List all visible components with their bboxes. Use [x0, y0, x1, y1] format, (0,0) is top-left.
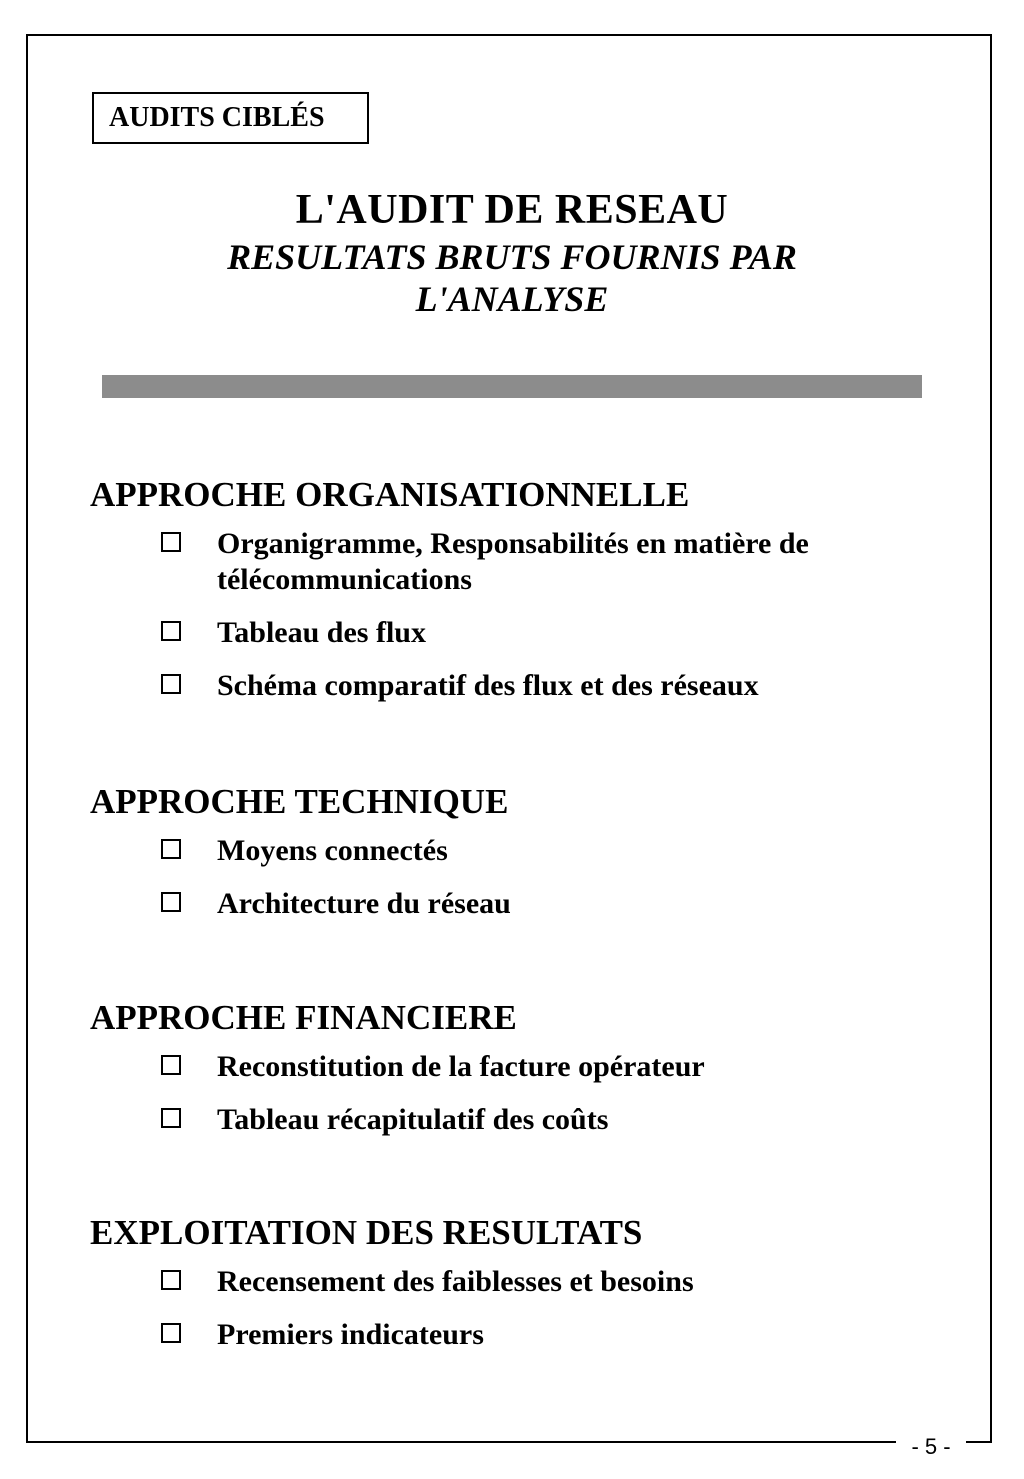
item-label: Premiers indicateurs: [217, 1318, 484, 1351]
empty-square-icon: [161, 892, 181, 912]
item-label: Moyens connectés: [217, 834, 448, 867]
divider-bar: [102, 375, 922, 398]
empty-square-icon: [161, 1323, 181, 1343]
empty-square-icon: [161, 1270, 181, 1290]
page-subtitle: RESULTATS BRUTS FOURNIS PAR L'ANALYSE: [227, 237, 797, 319]
section-technique: [90, 781, 950, 939]
empty-square-icon: [161, 674, 181, 694]
item-list: [90, 526, 950, 704]
section-exploitation: [90, 1212, 950, 1370]
item-label: Recensement des faiblesses et besoins: [217, 1265, 694, 1298]
empty-square-icon: [161, 1108, 181, 1128]
item-list: [90, 1049, 950, 1138]
section-heading: EXPLOITATION DES RESULTATS: [90, 1213, 643, 1252]
page-number: - 5 -: [896, 1432, 966, 1462]
item-label: Reconstitution de la facture opérateur: [217, 1050, 705, 1083]
list-item: [90, 1264, 950, 1300]
section-heading: APPROCHE ORGANISATIONNELLE: [90, 475, 690, 514]
page-title: L'AUDIT DE RESEAU: [295, 187, 729, 233]
title-block: [0, 184, 1024, 320]
item-label: Architecture du réseau: [217, 887, 511, 920]
section-heading: APPROCHE TECHNIQUE: [90, 782, 509, 821]
item-label: Organigramme, Responsabilités en matière de télécommunications: [217, 527, 809, 596]
item-label: Tableau des flux: [217, 616, 426, 649]
item-label: Tableau récapitulatif des coûts: [217, 1103, 609, 1136]
category-label: AUDITS CIBLÉS: [92, 92, 369, 144]
section-heading: APPROCHE FINANCIERE: [90, 998, 517, 1037]
item-list: [90, 833, 950, 922]
empty-square-icon: [161, 1055, 181, 1075]
list-item: [90, 1049, 950, 1085]
list-item: [90, 615, 950, 651]
list-item: [90, 833, 950, 869]
empty-square-icon: [161, 621, 181, 641]
section-organisationnelle: [90, 474, 950, 721]
item-list: [90, 1264, 950, 1353]
list-item: [90, 1317, 950, 1353]
list-item: [90, 1102, 950, 1138]
item-label: Schéma comparatif des flux et des réseaux: [217, 669, 759, 702]
list-item: [90, 668, 950, 704]
section-financiere: [90, 997, 950, 1155]
empty-square-icon: [161, 839, 181, 859]
list-item: [90, 526, 950, 598]
list-item: [90, 886, 950, 922]
empty-square-icon: [161, 532, 181, 552]
